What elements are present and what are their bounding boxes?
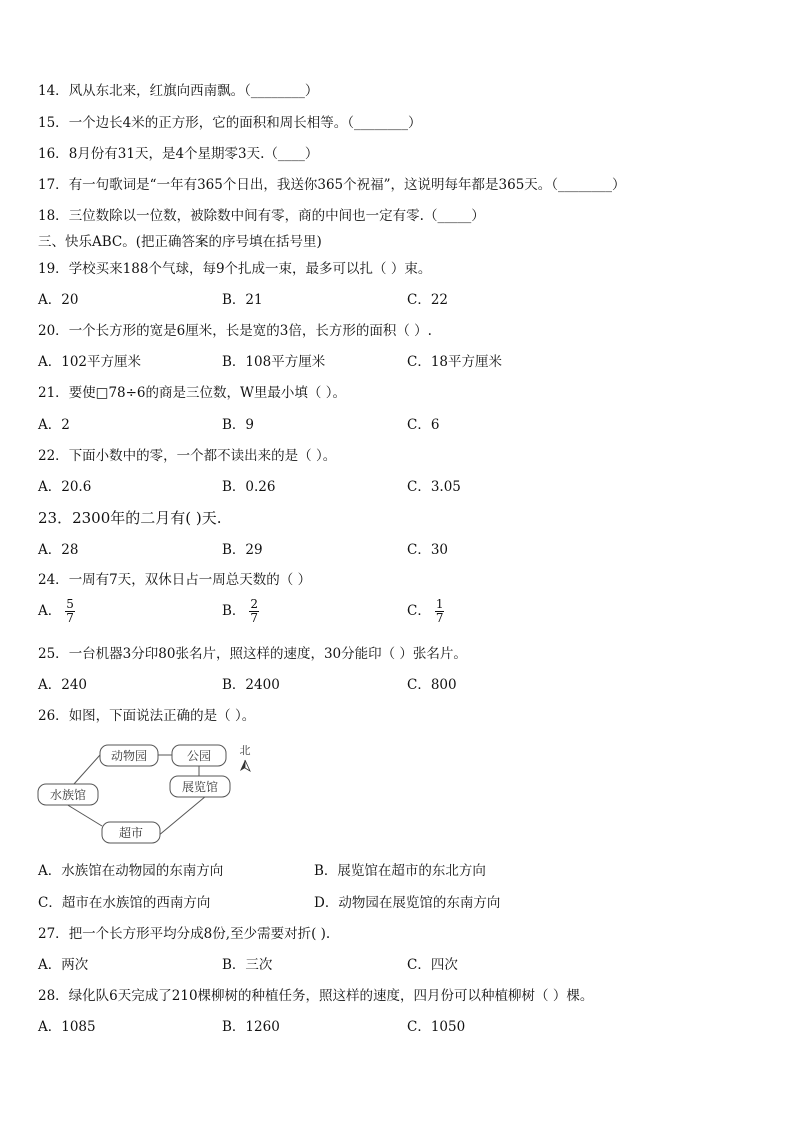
option-c[interactable]: C．800 [407, 677, 457, 693]
question-text: 风从东北来，红旗向西南飘。（________） [68, 83, 319, 99]
question-text: 一台机器3分印80张名片，照这样的速度，30分能印（ ）张名片。 [68, 646, 467, 662]
north-arrow-outline-icon [245, 760, 250, 771]
question-28 [38, 987, 593, 1005]
map-label-supermarket: 超市 [118, 826, 144, 840]
option-c[interactable]: C．30 [407, 542, 449, 558]
option-c[interactable]: C．18平方厘米 [407, 354, 503, 370]
question-number: 28． [38, 988, 69, 1004]
option-a[interactable] [38, 598, 75, 625]
fraction-numerator: 1 [435, 597, 444, 611]
question-number: 19． [38, 261, 69, 277]
question-26 [38, 707, 255, 725]
option-b[interactable]: B．21 [222, 292, 263, 308]
map-label-exhibition: 展览馆 [181, 780, 219, 794]
map-label-aquarium: 水族馆 [49, 788, 87, 802]
question-19 [38, 260, 431, 278]
fraction [249, 598, 259, 625]
question-number: 18． [38, 208, 69, 224]
map-road [158, 796, 206, 836]
fraction-denominator: 7 [66, 611, 74, 625]
question-23 [38, 509, 222, 527]
question-number: 15． [38, 115, 69, 131]
option-c[interactable]: C．3.05 [407, 479, 461, 495]
option-label: A． [38, 603, 62, 619]
section-title: 三、快乐ABC。(把正确答案的序号填在括号里) [38, 234, 322, 250]
question-text: 一个边长4米的正方形，它的面积和周长相等。（________） [68, 115, 422, 131]
fraction-denominator: 7 [435, 611, 444, 625]
question-17 [38, 176, 626, 194]
question-20 [38, 322, 432, 340]
question-text: 把一个长方形平均分成8份,至少需要对折( ). [68, 926, 331, 942]
question-text: 有一句歌词是“一年有365个日出，我送你365个祝福”，这说明每年都是365天。（________） [68, 177, 626, 193]
option-a[interactable]: A．240 [38, 677, 88, 693]
question-14 [38, 82, 318, 100]
question-number: 22． [38, 448, 69, 464]
option-b[interactable]: B．29 [222, 542, 263, 558]
north-arrow-icon [240, 760, 245, 771]
option-b[interactable]: B．2400 [222, 677, 280, 693]
option-a[interactable]: A．2 [38, 417, 70, 433]
question-text: 2300年的二月有( )天. [72, 509, 222, 527]
question-text: 下面小数中的零，一个都不读出来的是（ ）。 [68, 448, 337, 464]
option-c[interactable]: C．6 [407, 417, 440, 433]
option-a[interactable]: A．1085 [38, 1019, 96, 1035]
question-number: 25． [38, 646, 69, 662]
question-15 [38, 114, 422, 132]
question-text: 学校买来188个气球，每9个扎成一束，最多可以扎（ ）束。 [68, 261, 432, 277]
option-a[interactable]: A．102平方厘米 [38, 354, 142, 370]
question-text: 如图，下面说法正确的是（ ）。 [68, 708, 256, 724]
question-text: 要使□78÷6的商是三位数，W里最小填（ ）。 [68, 385, 346, 401]
option-a[interactable]: A．两次 [38, 957, 89, 973]
question-number: 26． [38, 708, 69, 724]
question-number: 23． [38, 509, 73, 527]
fraction-numerator: 5 [66, 597, 74, 611]
question-27 [38, 925, 330, 943]
fraction-denominator: 7 [250, 611, 259, 625]
option-a[interactable]: A．20.6 [38, 479, 92, 495]
option-c[interactable]: C．超市在水族馆的西南方向 [38, 895, 211, 911]
option-label: B． [222, 603, 246, 619]
option-b[interactable]: B．1260 [222, 1019, 280, 1035]
question-number: 17． [38, 177, 69, 193]
map-label-zoo: 动物园 [110, 749, 148, 763]
question-text: 三位数除以一位数，被除数中间有零，商的中间也一定有零.（_____） [68, 208, 485, 224]
option-a[interactable]: A．28 [38, 542, 79, 558]
option-a[interactable]: A．20 [38, 292, 79, 308]
question-number: 14． [38, 83, 69, 99]
north-label: 北 [239, 744, 251, 757]
question-text: 绿化队6天完成了210棵柳树的种植任务，照这样的速度，四月份可以种植柳树（ ）棵。 [68, 988, 594, 1004]
option-label: C． [407, 603, 431, 619]
fraction-numerator: 2 [250, 597, 259, 611]
question-25 [38, 645, 467, 663]
option-c[interactable] [407, 598, 444, 625]
fraction [65, 598, 75, 625]
question-18 [38, 207, 485, 225]
option-b[interactable]: B．展览馆在超市的东北方向 [314, 863, 486, 879]
option-b[interactable]: B．0.26 [222, 479, 276, 495]
option-b[interactable]: B．三次 [222, 957, 273, 973]
question-22 [38, 447, 336, 465]
direction-map [36, 738, 266, 850]
option-b[interactable]: B．108平方厘米 [222, 354, 326, 370]
question-number: 20． [38, 323, 69, 339]
question-number: 24． [38, 572, 69, 588]
map-road [74, 755, 100, 784]
question-text: 8月份有31天，是4个星期零3天.（____） [68, 146, 319, 162]
question-24 [38, 571, 311, 589]
question-number: 16． [38, 146, 69, 162]
map-label-park: 公园 [186, 749, 212, 763]
fraction [435, 598, 445, 625]
option-c[interactable]: C．四次 [407, 957, 458, 973]
option-b[interactable] [222, 598, 259, 625]
option-a[interactable]: A．水族馆在动物园的东南方向 [38, 863, 224, 879]
map-road [66, 804, 102, 826]
option-b[interactable]: B．9 [222, 417, 255, 433]
option-c[interactable]: C．1050 [407, 1019, 466, 1035]
question-16 [38, 145, 318, 163]
option-d[interactable]: D．动物园在展览馆的东南方向 [314, 895, 501, 911]
question-21 [38, 384, 346, 402]
question-text: 一个长方形的宽是6厘米，长是宽的3倍，长方形的面积（ ）. [68, 323, 432, 339]
question-number: 21． [38, 385, 69, 401]
question-text: 一周有7天，双休日占一周总天数的（ ） [68, 572, 312, 588]
question-number: 27． [38, 926, 69, 942]
option-c[interactable]: C．22 [407, 292, 449, 308]
